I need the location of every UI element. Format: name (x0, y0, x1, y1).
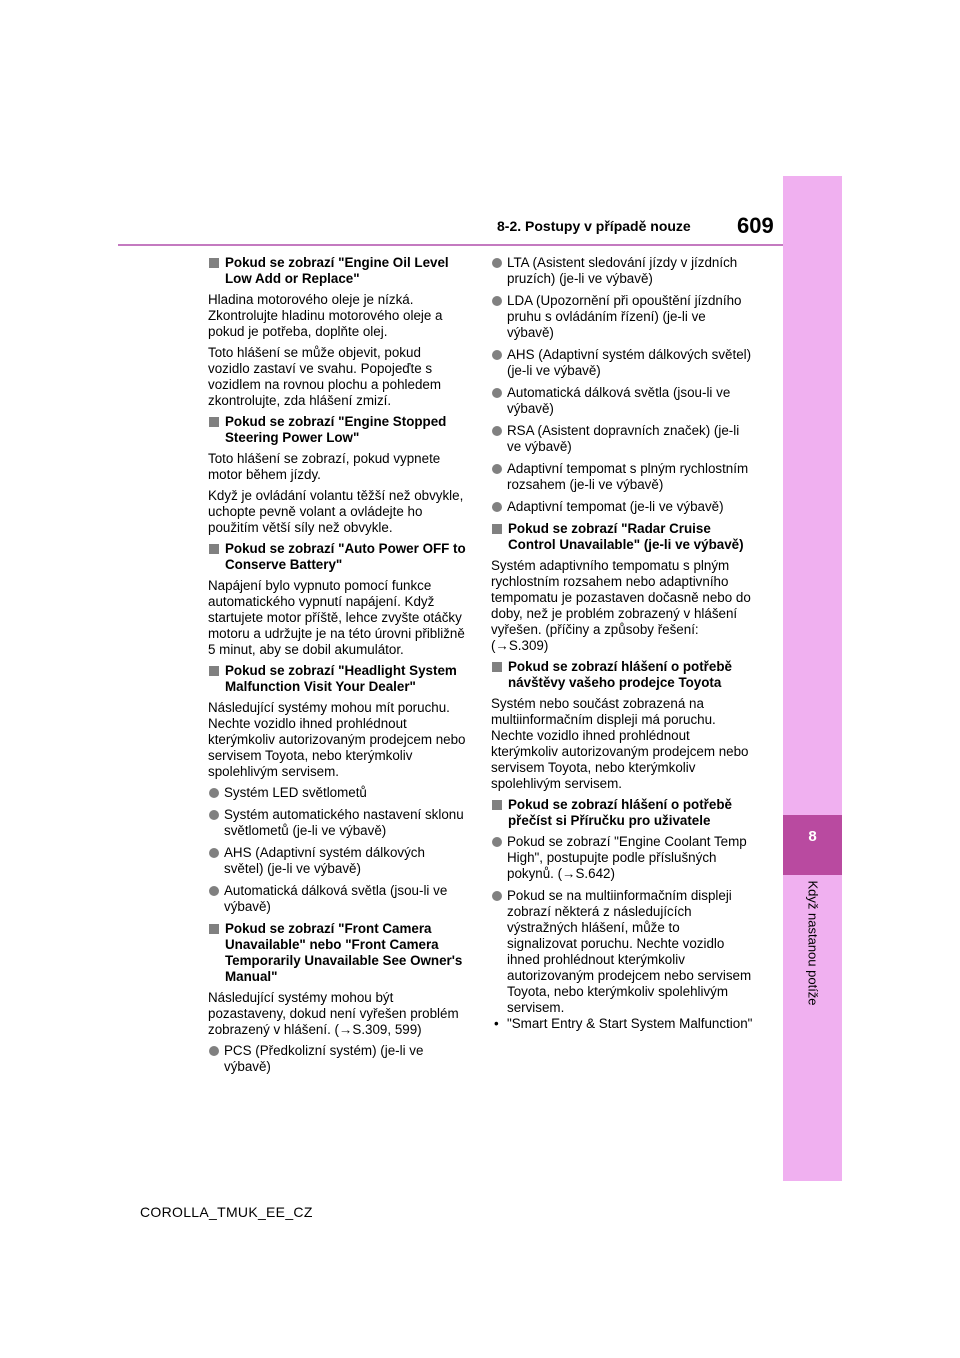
heading-radar-cruise: Pokud se zobrazí "Radar Cruise Control Unavailable" (je-li ve výbavě) (491, 521, 753, 553)
bullet-item: AHS (Adaptivní systém dálkových světel) (je-li ve výbavě) (208, 845, 466, 877)
paragraph: Následující systémy mohou mít poruchu. Nechte vozidlo ihned prohlédnout kterýmkoliv autorizovaným prodejcem nebo servisem Toyota, nebo kterýmkoliv spolehlivým servisem. (208, 700, 466, 779)
heading-steering-power: Pokud se zobrazí "Engine Stopped Steering Power Low" (208, 414, 466, 446)
paragraph: Hladina motorového oleje je nízká. Zkontrolujte hladinu motorového oleje a pokud je potřeba, doplňte olej. (208, 292, 443, 339)
paragraph: Toto hlášení se může objevit, pokud vozidlo zastaví ve svahu. Popojeďte s vozidlem na rovnou plochu a pohledem zkontrolujte, zda hlášení zmizí. (208, 345, 441, 408)
paragraph: Systém adaptivního tempomatu s plným rychlostním rozsahem nebo adaptivního tempomatu je pozastaven dočasně nebo do doby, než je problém zobrazený v hlášení vyřešen. (příčiny a způsoby řešení: (→S.309) (491, 558, 751, 653)
paragraph: Toto hlášení se zobrazí, pokud vypnete motor během jízdy. (208, 451, 441, 482)
dash-item: • "Smart Entry & Start System Malfunction" (491, 1016, 753, 1032)
bullet-item: LDA (Upozornění při opouštění jízdního pruhu s ovládáním řízení) (je-li ve výbavě) (491, 293, 753, 341)
heading-visit-dealer: Pokud se zobrazí hlášení o potřebě návštěvy vašeho prodejce Toyota (491, 659, 753, 691)
heading-owners-manual: Pokud se zobrazí hlášení o potřebě přečíst si Příručku pro uživatele (491, 797, 753, 829)
heading-oil-level: Pokud se zobrazí "Engine Oil Level Low Add or Replace" (208, 255, 466, 287)
section-title: 8-2. Postupy v případě nouze (497, 218, 691, 234)
chapter-title-text: Když nastanou potíže (805, 880, 821, 1006)
left-column (208, 255, 466, 1081)
bullet-item: Automatická dálková světla (jsou-li ve výbavě) (491, 385, 753, 417)
chapter-number: 8 (808, 828, 817, 845)
chapter-title (804, 882, 822, 1032)
paragraph: Systém nebo součást zobrazená na multiinformačním displeji má poruchu. Nechte vozidlo ihned prohlédnout kterýmkoliv autorizovaným prodejcem nebo servisem Toyota, nebo kterýmkoliv spolehlivým servisem. (491, 696, 749, 791)
bullet-item: LTA (Asistent sledování jízdy v jízdních pruzích) (je-li ve výbavě) (491, 255, 753, 287)
bullet-item: Adaptivní tempomat s plným rychlostním rozsahem (je-li ve výbavě) (491, 461, 753, 493)
footer-doc-id: COROLLA_TMUK_EE_CZ (140, 1204, 313, 1220)
page-number: 609 (737, 213, 774, 238)
bullet-item: Adaptivní tempomat (je-li ve výbavě) (491, 499, 753, 515)
bullet-item: Automatická dálková světla (jsou-li ve výbavě) (208, 883, 466, 915)
bullet-item: Pokud se zobrazí "Engine Coolant Temp High", postupujte podle příslušných pokynů. (→S.642) (491, 834, 753, 882)
paragraph: Když je ovládání volantu těžší než obvykle, uchopte pevně volant a ovládejte ho použitím větší síly než obvykle. (208, 488, 464, 535)
right-column (491, 255, 753, 1032)
heading-auto-power-off: Pokud se zobrazí "Auto Power OFF to Conserve Battery" (208, 541, 466, 573)
bullet-item: RSA (Asistent dopravních značek) (je-li ve výbavě) (491, 423, 753, 455)
header-rule (118, 244, 783, 246)
bullet-item: Pokud se na multiinformačním displeji zobrazí některá z následujících výstražných hlášení, může to signalizovat poruchu. Nechte vozidlo ihned prohlédnout kterýmkoliv autorizovaným prodejcem nebo servisem Toyota, nebo kterýmkoliv spolehlivým servisem. (491, 888, 753, 1016)
bullet-item: Systém automatického nastavení sklonu světlometů (je-li ve výbavě) (208, 807, 466, 839)
heading-front-camera: Pokud se zobrazí "Front Camera Unavailable" nebo "Front Camera Temporarily Unavailable See Owner's Manual" (208, 921, 466, 985)
chapter-number-block (783, 815, 842, 875)
paragraph: Následující systémy mohou být pozastaveny, dokud není vyřešen problém zobrazený v hlášení. (→S.309, 599) (208, 990, 459, 1037)
bullet-item: PCS (Předkolizní systém) (je-li ve výbavě) (208, 1043, 466, 1075)
paragraph: Napájení bylo vypnuto pomocí funkce automatického vypnutí napájení. Když startujete motor příště, lehce zvyšte otáčky motoru a udržujte je na této úrovni přibližně 5 minut, aby se dobil akumulátor. (208, 578, 465, 657)
heading-headlight-malfunction: Pokud se zobrazí "Headlight System Malfunction Visit Your Dealer" (208, 663, 466, 695)
bullet-item: Systém LED světlometů (208, 785, 466, 801)
bullet-item: AHS (Adaptivní systém dálkových světel) (je-li ve výbavě) (491, 347, 753, 379)
